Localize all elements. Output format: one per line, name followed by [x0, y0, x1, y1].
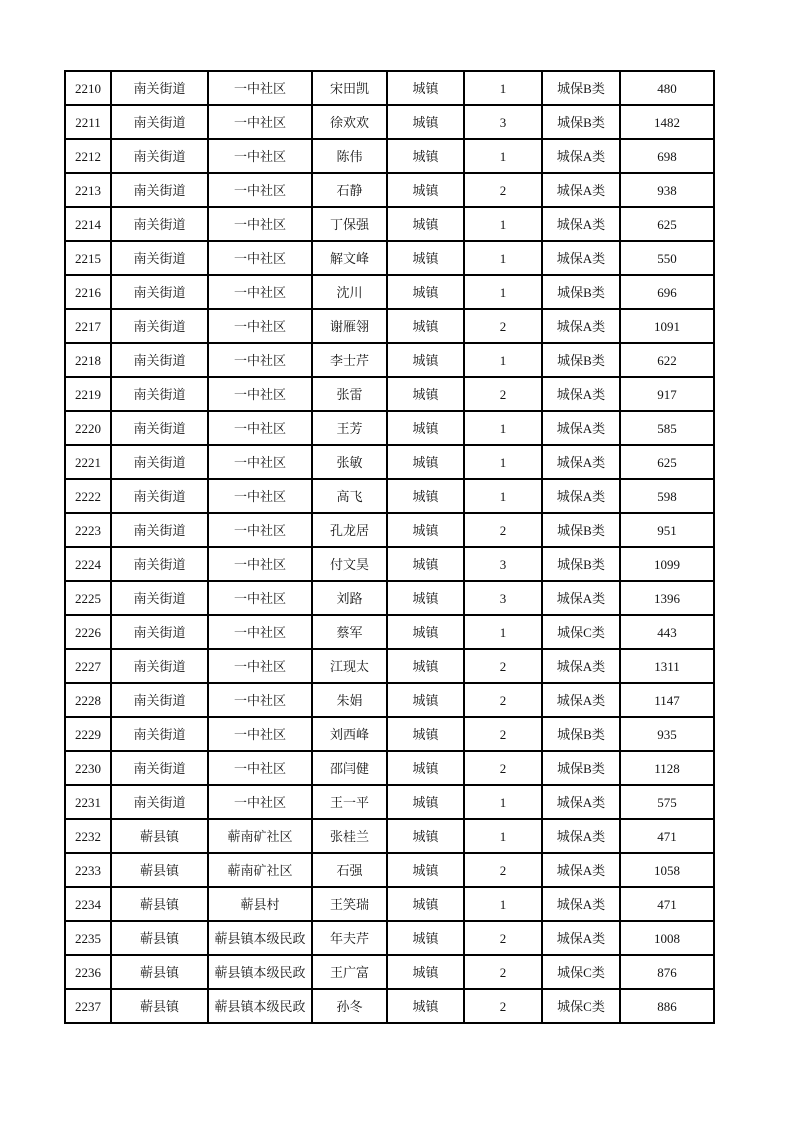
- cell-person-name: 张桂兰: [312, 819, 387, 853]
- cell-serial-number: 2226: [65, 615, 111, 649]
- cell-assistance-category: 城保A类: [542, 649, 620, 683]
- cell-person-count: 2: [464, 921, 542, 955]
- table-row: [65, 581, 714, 615]
- cell-residence-type: 城镇: [387, 683, 464, 717]
- cell-street-or-town: 南关街道: [111, 343, 208, 377]
- cell-street-or-town: 蕲县镇: [111, 989, 208, 1023]
- cell-person-count: 1: [464, 139, 542, 173]
- cell-person-count: 2: [464, 853, 542, 887]
- cell-person-name: 谢雁翎: [312, 309, 387, 343]
- cell-assistance-category: 城保A类: [542, 173, 620, 207]
- cell-person-count: 1: [464, 479, 542, 513]
- cell-community: 一中社区: [208, 343, 312, 377]
- cell-community: 一中社区: [208, 377, 312, 411]
- table-row: [65, 615, 714, 649]
- cell-person-count: 1: [464, 785, 542, 819]
- table-row: [65, 241, 714, 275]
- cell-street-or-town: 南关街道: [111, 71, 208, 105]
- cell-serial-number: 2236: [65, 955, 111, 989]
- cell-street-or-town: 南关街道: [111, 615, 208, 649]
- table-row: [65, 683, 714, 717]
- cell-street-or-town: 南关街道: [111, 241, 208, 275]
- cell-community: 一中社区: [208, 173, 312, 207]
- cell-community: 一中社区: [208, 139, 312, 173]
- cell-residence-type: 城镇: [387, 717, 464, 751]
- cell-assistance-category: 城保B类: [542, 513, 620, 547]
- cell-community: 一中社区: [208, 785, 312, 819]
- cell-person-name: 蔡军: [312, 615, 387, 649]
- cell-community: 一中社区: [208, 71, 312, 105]
- cell-community: 一中社区: [208, 207, 312, 241]
- cell-assistance-category: 城保B类: [542, 343, 620, 377]
- table-row: [65, 513, 714, 547]
- cell-street-or-town: 蕲县镇: [111, 955, 208, 989]
- cell-community: 蕲县村: [208, 887, 312, 921]
- cell-street-or-town: 南关街道: [111, 683, 208, 717]
- cell-assistance-category: 城保A类: [542, 683, 620, 717]
- cell-person-name: 沈川: [312, 275, 387, 309]
- cell-residence-type: 城镇: [387, 955, 464, 989]
- cell-amount: 575: [620, 785, 714, 819]
- cell-assistance-category: 城保A类: [542, 207, 620, 241]
- cell-community: 一中社区: [208, 241, 312, 275]
- cell-person-count: 2: [464, 955, 542, 989]
- cell-person-count: 1: [464, 887, 542, 921]
- cell-residence-type: 城镇: [387, 411, 464, 445]
- cell-assistance-category: 城保C类: [542, 615, 620, 649]
- cell-community: 蕲县镇本级民政: [208, 921, 312, 955]
- cell-residence-type: 城镇: [387, 173, 464, 207]
- cell-community: 一中社区: [208, 445, 312, 479]
- cell-person-name: 王笑瑞: [312, 887, 387, 921]
- cell-assistance-category: 城保A类: [542, 921, 620, 955]
- cell-amount: 1099: [620, 547, 714, 581]
- cell-person-name: 王广富: [312, 955, 387, 989]
- cell-amount: 471: [620, 819, 714, 853]
- cell-serial-number: 2234: [65, 887, 111, 921]
- table-row: [65, 71, 714, 105]
- cell-serial-number: 2222: [65, 479, 111, 513]
- table-row: [65, 717, 714, 751]
- cell-person-count: 1: [464, 445, 542, 479]
- table-row: [65, 309, 714, 343]
- cell-assistance-category: 城保B类: [542, 275, 620, 309]
- cell-person-count: 1: [464, 343, 542, 377]
- cell-person-count: 3: [464, 105, 542, 139]
- cell-amount: 625: [620, 207, 714, 241]
- cell-person-count: 1: [464, 241, 542, 275]
- cell-person-name: 王芳: [312, 411, 387, 445]
- cell-serial-number: 2213: [65, 173, 111, 207]
- cell-person-count: 1: [464, 275, 542, 309]
- table-row: [65, 751, 714, 785]
- cell-street-or-town: 南关街道: [111, 105, 208, 139]
- cell-assistance-category: 城保A类: [542, 411, 620, 445]
- cell-serial-number: 2231: [65, 785, 111, 819]
- cell-street-or-town: 南关街道: [111, 479, 208, 513]
- cell-person-count: 1: [464, 207, 542, 241]
- cell-person-count: 1: [464, 71, 542, 105]
- table-row: [65, 819, 714, 853]
- cell-person-name: 陈伟: [312, 139, 387, 173]
- cell-community: 蕲南矿社区: [208, 819, 312, 853]
- cell-serial-number: 2223: [65, 513, 111, 547]
- cell-amount: 622: [620, 343, 714, 377]
- cell-assistance-category: 城保C类: [542, 955, 620, 989]
- table-row: [65, 139, 714, 173]
- cell-serial-number: 2220: [65, 411, 111, 445]
- cell-assistance-category: 城保A类: [542, 853, 620, 887]
- cell-amount: 1058: [620, 853, 714, 887]
- cell-person-name: 孔龙居: [312, 513, 387, 547]
- cell-person-name: 年夫芹: [312, 921, 387, 955]
- cell-street-or-town: 南关街道: [111, 717, 208, 751]
- cell-amount: 443: [620, 615, 714, 649]
- cell-community: 一中社区: [208, 615, 312, 649]
- cell-person-name: 李士芹: [312, 343, 387, 377]
- table-row: [65, 105, 714, 139]
- cell-residence-type: 城镇: [387, 819, 464, 853]
- cell-assistance-category: 城保A类: [542, 445, 620, 479]
- cell-serial-number: 2215: [65, 241, 111, 275]
- cell-assistance-category: 城保A类: [542, 241, 620, 275]
- cell-serial-number: 2210: [65, 71, 111, 105]
- cell-residence-type: 城镇: [387, 479, 464, 513]
- cell-serial-number: 2228: [65, 683, 111, 717]
- cell-street-or-town: 南关街道: [111, 173, 208, 207]
- table-row: [65, 411, 714, 445]
- cell-person-count: 2: [464, 377, 542, 411]
- cell-residence-type: 城镇: [387, 309, 464, 343]
- cell-street-or-town: 南关街道: [111, 275, 208, 309]
- cell-residence-type: 城镇: [387, 853, 464, 887]
- cell-person-count: 2: [464, 683, 542, 717]
- cell-person-count: 2: [464, 989, 542, 1023]
- cell-amount: 550: [620, 241, 714, 275]
- cell-person-count: 1: [464, 411, 542, 445]
- cell-residence-type: 城镇: [387, 105, 464, 139]
- cell-residence-type: 城镇: [387, 343, 464, 377]
- cell-assistance-category: 城保A类: [542, 479, 620, 513]
- cell-assistance-category: 城保A类: [542, 309, 620, 343]
- cell-amount: 480: [620, 71, 714, 105]
- cell-serial-number: 2225: [65, 581, 111, 615]
- cell-residence-type: 城镇: [387, 921, 464, 955]
- table-body: [65, 71, 714, 1023]
- cell-assistance-category: 城保B类: [542, 71, 620, 105]
- cell-assistance-category: 城保C类: [542, 989, 620, 1023]
- cell-serial-number: 2224: [65, 547, 111, 581]
- cell-residence-type: 城镇: [387, 513, 464, 547]
- cell-residence-type: 城镇: [387, 275, 464, 309]
- cell-person-count: 2: [464, 717, 542, 751]
- table-row: [65, 547, 714, 581]
- table-row: [65, 207, 714, 241]
- cell-person-count: 2: [464, 649, 542, 683]
- cell-person-count: 2: [464, 751, 542, 785]
- cell-community: 一中社区: [208, 751, 312, 785]
- cell-community: 一中社区: [208, 105, 312, 139]
- cell-residence-type: 城镇: [387, 785, 464, 819]
- cell-residence-type: 城镇: [387, 547, 464, 581]
- cell-amount: 1482: [620, 105, 714, 139]
- cell-street-or-town: 蕲县镇: [111, 921, 208, 955]
- cell-community: 一中社区: [208, 717, 312, 751]
- cell-assistance-category: 城保B类: [542, 751, 620, 785]
- cell-person-name: 宋田凯: [312, 71, 387, 105]
- cell-person-count: 3: [464, 581, 542, 615]
- cell-amount: 1008: [620, 921, 714, 955]
- cell-serial-number: 2219: [65, 377, 111, 411]
- cell-community: 一中社区: [208, 411, 312, 445]
- cell-assistance-category: 城保A类: [542, 819, 620, 853]
- cell-residence-type: 城镇: [387, 139, 464, 173]
- cell-residence-type: 城镇: [387, 615, 464, 649]
- records-table: [64, 70, 715, 1024]
- cell-person-name: 孙冬: [312, 989, 387, 1023]
- cell-serial-number: 2212: [65, 139, 111, 173]
- table-row: [65, 955, 714, 989]
- cell-amount: 598: [620, 479, 714, 513]
- cell-assistance-category: 城保B类: [542, 547, 620, 581]
- cell-person-count: 2: [464, 513, 542, 547]
- cell-street-or-town: 南关街道: [111, 207, 208, 241]
- table-row: [65, 649, 714, 683]
- cell-amount: 917: [620, 377, 714, 411]
- cell-assistance-category: 城保B类: [542, 717, 620, 751]
- cell-amount: 1396: [620, 581, 714, 615]
- cell-assistance-category: 城保A类: [542, 581, 620, 615]
- cell-residence-type: 城镇: [387, 445, 464, 479]
- cell-amount: 886: [620, 989, 714, 1023]
- cell-community: 一中社区: [208, 581, 312, 615]
- cell-person-name: 邵闫健: [312, 751, 387, 785]
- cell-serial-number: 2233: [65, 853, 111, 887]
- cell-street-or-town: 南关街道: [111, 411, 208, 445]
- cell-residence-type: 城镇: [387, 71, 464, 105]
- cell-amount: 471: [620, 887, 714, 921]
- cell-amount: 1128: [620, 751, 714, 785]
- cell-street-or-town: 南关街道: [111, 513, 208, 547]
- cell-community: 蕲县镇本级民政: [208, 989, 312, 1023]
- cell-serial-number: 2211: [65, 105, 111, 139]
- cell-assistance-category: 城保A类: [542, 887, 620, 921]
- cell-person-name: 徐欢欢: [312, 105, 387, 139]
- cell-amount: 951: [620, 513, 714, 547]
- cell-residence-type: 城镇: [387, 581, 464, 615]
- cell-residence-type: 城镇: [387, 377, 464, 411]
- cell-community: 蕲县镇本级民政: [208, 955, 312, 989]
- table-row: [65, 343, 714, 377]
- cell-community: 一中社区: [208, 479, 312, 513]
- cell-person-name: 王一平: [312, 785, 387, 819]
- cell-person-count: 2: [464, 309, 542, 343]
- cell-serial-number: 2214: [65, 207, 111, 241]
- cell-person-name: 高飞: [312, 479, 387, 513]
- cell-amount: 876: [620, 955, 714, 989]
- cell-assistance-category: 城保A类: [542, 377, 620, 411]
- cell-person-name: 石强: [312, 853, 387, 887]
- cell-amount: 696: [620, 275, 714, 309]
- table-row: [65, 479, 714, 513]
- cell-person-name: 朱娟: [312, 683, 387, 717]
- cell-serial-number: 2216: [65, 275, 111, 309]
- cell-amount: 625: [620, 445, 714, 479]
- cell-residence-type: 城镇: [387, 887, 464, 921]
- cell-person-name: 付文昊: [312, 547, 387, 581]
- cell-assistance-category: 城保B类: [542, 105, 620, 139]
- cell-street-or-town: 蕲县镇: [111, 887, 208, 921]
- cell-assistance-category: 城保A类: [542, 785, 620, 819]
- cell-assistance-category: 城保A类: [542, 139, 620, 173]
- cell-serial-number: 2237: [65, 989, 111, 1023]
- cell-street-or-town: 南关街道: [111, 139, 208, 173]
- cell-amount: 1311: [620, 649, 714, 683]
- cell-person-name: 石静: [312, 173, 387, 207]
- cell-street-or-town: 南关街道: [111, 547, 208, 581]
- cell-serial-number: 2217: [65, 309, 111, 343]
- cell-person-name: 解文峰: [312, 241, 387, 275]
- cell-residence-type: 城镇: [387, 989, 464, 1023]
- cell-serial-number: 2221: [65, 445, 111, 479]
- cell-amount: 1147: [620, 683, 714, 717]
- table-row: [65, 853, 714, 887]
- cell-street-or-town: 南关街道: [111, 377, 208, 411]
- cell-community: 一中社区: [208, 275, 312, 309]
- cell-community: 一中社区: [208, 513, 312, 547]
- table-row: [65, 377, 714, 411]
- cell-street-or-town: 南关街道: [111, 445, 208, 479]
- cell-residence-type: 城镇: [387, 241, 464, 275]
- cell-street-or-town: 蕲县镇: [111, 819, 208, 853]
- cell-person-name: 刘西峰: [312, 717, 387, 751]
- cell-street-or-town: 南关街道: [111, 751, 208, 785]
- cell-person-name: 刘路: [312, 581, 387, 615]
- cell-amount: 698: [620, 139, 714, 173]
- table-row: [65, 785, 714, 819]
- cell-amount: 1091: [620, 309, 714, 343]
- cell-serial-number: 2229: [65, 717, 111, 751]
- cell-street-or-town: 南关街道: [111, 649, 208, 683]
- cell-serial-number: 2227: [65, 649, 111, 683]
- table-row: [65, 989, 714, 1023]
- cell-person-name: 张敏: [312, 445, 387, 479]
- cell-person-name: 丁保强: [312, 207, 387, 241]
- cell-street-or-town: 南关街道: [111, 785, 208, 819]
- cell-amount: 935: [620, 717, 714, 751]
- cell-person-name: 张雷: [312, 377, 387, 411]
- cell-residence-type: 城镇: [387, 751, 464, 785]
- cell-street-or-town: 蕲县镇: [111, 853, 208, 887]
- cell-serial-number: 2230: [65, 751, 111, 785]
- cell-serial-number: 2235: [65, 921, 111, 955]
- cell-community: 一中社区: [208, 649, 312, 683]
- cell-street-or-town: 南关街道: [111, 581, 208, 615]
- cell-street-or-town: 南关街道: [111, 309, 208, 343]
- table-row: [65, 921, 714, 955]
- table-row: [65, 173, 714, 207]
- cell-person-count: 3: [464, 547, 542, 581]
- cell-person-count: 2: [464, 173, 542, 207]
- cell-amount: 585: [620, 411, 714, 445]
- cell-community: 一中社区: [208, 547, 312, 581]
- cell-amount: 938: [620, 173, 714, 207]
- table-row: [65, 887, 714, 921]
- cell-serial-number: 2218: [65, 343, 111, 377]
- cell-person-count: 1: [464, 615, 542, 649]
- cell-person-name: 江现太: [312, 649, 387, 683]
- cell-residence-type: 城镇: [387, 207, 464, 241]
- cell-community: 一中社区: [208, 309, 312, 343]
- table-row: [65, 275, 714, 309]
- cell-community: 蕲南矿社区: [208, 853, 312, 887]
- cell-serial-number: 2232: [65, 819, 111, 853]
- cell-residence-type: 城镇: [387, 649, 464, 683]
- cell-person-count: 1: [464, 819, 542, 853]
- cell-community: 一中社区: [208, 683, 312, 717]
- table-row: [65, 445, 714, 479]
